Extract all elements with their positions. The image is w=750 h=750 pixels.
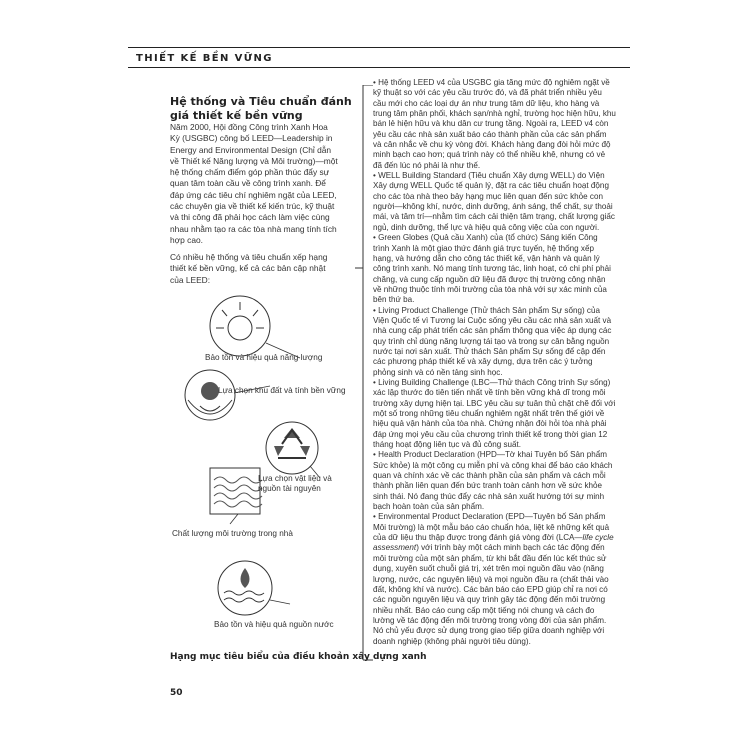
running-header: THIẾT KẾ BỀN VỮNG [136,53,273,64]
list-item: • Living Product Challenge (Thử thách Sản phẩm Sự sống) của Viện Quốc tế vì Tương lai Cuộc sống yêu cầu các nhà sản xuất và nhà cung cấp phát triển các sản phẩm thông qua việc áp dụng các quy trình chỉ dùng năng lượng tái tạo và trong sự cân bằng nguồn nước tại nơi sản xuất. Thử thách Sản phẩm Sự sống để cập đến các phương pháp thiết kế và xây dựng, dựa trên các ý tưởng phỏng sinh và có nền tảng sinh học. [373,305,612,377]
list-item-text: Green Globes (Quả cầu Xanh) của (tổ chức) Sáng kiến Công trình Xanh là một giao thức đánh giá trực tuyến, hệ thống xếp hạng, và hướng dẫn cho công tác thiết kế, vận hành và quản lý công trình xanh. Nó mang tính tương tác, linh hoạt, có chi phí phải chăng, và cung cấp nguồn dữ liệu đã được thị trường công nhận về những thuộc tính môi trường của tòa nhà với sự xác minh của bên thứ ba. [373,233,611,305]
water-icon [218,561,272,615]
intro-paragraph-2: Có nhiều hệ thống và tiêu chuẩn xếp hạng thiết kế bền vững, kể cả các bản cập nhật của LEED: [170,252,328,285]
list-item-text-tail: ) với trình bày một cách minh bạch các tác động đến môi trường của một sản phẩm, từ khi bắt đầu đến lúc kết thúc sử dụng, xuyên suốt chuỗi giá trị, xét trên mọi nguồn đầu vào (năng lượng, nước, các nguyên liệu) và mọi nguồn đầu ra (chất thải vào đất, không khí và nước). Các bản báo cáo EPD giúp chỉ ra nơi có các nguồn nguyên liệu và quy trình gây tác động đến môi trường nhiều nhất. Báo cáo cung cấp một tiếng nói chung và cách đo lường về tác động đến môi trường trong vòng đời của sản phẩm. Nó chủ yếu được sử dụng trong giao tiếp giữa doanh nghiệp với doanh nghiệp (không phải người tiêu dùng). [373,543,609,646]
list-item-text: WELL Building Standard (Tiêu chuẩn Xây dựng WELL) do Viện Xây dựng WELL Quốc tế quản lý, đặt ra các tiêu chuẩn hoạt động cho các tòa nhà theo bảy hạng mục liên quan đến sức khỏe con người—không khí, nước, dinh dưỡng, ánh sáng, thể chất, sự thoải mái, và tâm trí—nhằm tìm cách cải thiện tâm trạng, chất lượng giấc ngủ, dinh dưỡng, thể lực và hiệu quả công việc của con người. [373,171,615,232]
list-item-text: Health Product Declaration (HPD—Tờ khai Tuyên bố Sản phẩm Sức khỏe) là một công cụ miễn phí và công khai để báo cáo khách quan và chính xác về các thành phần của sản phẩm và cách mỗi thành phần liên quan đến bức tranh toàn cảnh hơn về sức khỏe sinh thái. Nó đang thúc đẩy các nhà sản xuất hướng tới sự minh bạch hoàn toàn của sản phẩm. [373,450,613,512]
list-item: • Environmental Product Declaration (EPD—Tuyên bố Sản phẩm Môi trường) là một mẫu báo cáo chuẩn hóa, liệt kê những kết quả của dữ liệu thu thập được trong đánh giá vòng đời (LCA—life cycle assessment) với trình bày một cách minh bạch các tác động đến môi trường của một sản phẩm, từ khi bắt đầu đến lúc kết thúc sử dụng, xuyên suốt chuỗi giá trị, xét trên mọi nguồn đầu vào (năng lượng, nước, các nguyên liệu) và mọi nguồn đầu ra (chất thải vào đất, không khí và nước). Các bản báo cáo EPD giúp chỉ ra nơi có các nguồn nguyên liệu và quy trình gây tác động đến môi trường nhiều nhất. Báo cáo cung cấp một tiếng nói chung và cách đo lường về tác động đến môi trường trong vòng đời của sản phẩm. Nó chủ yếu được sử dụng trong giao tiếp giữa doanh nghiệp với doanh nghiệp (không phải người tiêu dùng). [373,512,614,646]
list-item: • Living Building Challenge (LBC—Thử thách Công trình Sự sống) xác lập thước đo tiên tiến nhất về tính bền vững khả dĩ trong môi trường xây dựng hiện tại. LBC yêu cầu sự tuân thủ chặt chẽ đối với một số trong những tiêu chuẩn nghiêm ngặt nhất trên thế giới về hiệu quả vận hành của tòa nhà. Chứng nhận đòi hỏi tòa nhà phải đáp ứng mọi yêu cầu của chương trình thiết kế trong thời gian 12 tháng hoạt động liên tục và đủ công suất. [373,377,616,450]
header-bottom-rule [128,67,630,68]
rating-systems-list [373,78,616,647]
label-materials: Lựa chọn vật liệu và nguồn tài nguyên [258,474,332,493]
label-energy: Bảo tồn và hiệu quả năng lượng [205,353,323,362]
indoor-air-icon [210,468,262,514]
list-item-text: Hệ thống LEED v4 của USGBC gia tăng mức độ nghiêm ngặt về kỹ thuật so với các yêu cầu trước đó, và đã phát triển nhiều yêu cầu mới cho các loại dự án như trung tâm dữ liệu, kho hàng và trung tâm phân phối, khách sạn/nhà nghỉ, trường học hiện hữu, khu bán lẻ hiện hữu và khu dân cư trung tầng. Ngoài ra, LEED v4 còn yêu cầu các nhà sản xuất báo cáo thành phần của các sản phẩm và cân nhắc về chu kỳ vòng đời. Khách hàng đang đòi hỏi mức độ minh bạch cao hơn; quá trình này có thể nhiều khê, nhưng có vẻ đã đến lúc nó phải là như thế. [373,78,616,170]
sun-icon [210,296,270,356]
diagram-caption: Hạng mục tiêu biểu của điều khoản xây dựng xanh [170,652,427,662]
section-title: Hệ thống và Tiêu chuẩn đánh giá thiết kế bền vững [170,95,352,122]
page-number: 50 [170,688,183,698]
list-item: • WELL Building Standard (Tiêu chuẩn Xây dựng WELL) do Viện Xây dựng WELL Quốc tế quản lý, đặt ra các tiêu chuẩn hoạt động cho các tòa nhà theo bảy hạng mục liên quan đến sức khỏe con người—không khí, nước, dinh dưỡng, ánh sáng, thể chất, sự thoải mái, và tâm trí—nhằm tìm cách cải thiện tâm trạng, chất lượng giấc ngủ, dinh dưỡng, thể lực và hiệu quả công việc của con người. [373,171,615,232]
green-building-diagram [160,288,360,648]
list-item: • Health Product Declaration (HPD—Tờ khai Tuyên bố Sản phẩm Sức khỏe) là một công cụ miễn phí và công khai để báo cáo khách quan và chính xác về các thành phần của sản phẩm và cách mỗi thành phần liên quan đến bức tranh toàn cảnh hơn về sức khỏe sinh thái. Nó đang thúc đẩy các nhà sản xuất hướng tới sự minh bạch hoàn toàn của sản phẩm. [373,450,613,512]
list-item-text: Environmental Product Declaration (EPD—Tuyên bố Sản phẩm Môi trường) là một mẫu báo cáo chuẩn hóa, liệt kê những kết quả của dữ liệu thu thập được trong đánh giá vòng đời (LCA— [373,512,610,543]
intro-paragraph: Năm 2000, Hội đồng Công trình Xanh Hoa Kỳ (USGBC) công bố LEED—Leadership in Energy and Environmental Design (Chỉ dẫn về Thiết kế Năng lượng và Môi trường)—một hệ thống chấm điểm góp phần thúc đẩy sự quan tâm toàn cầu về công trình xanh. Để đáp ứng các tiêu chí nghiêm ngặt của LEED, các chuyên gia về thiết kế kiến trúc, kỹ thuật và thi công đã phải học cách làm việc cùng nhau nhằm tạo ra các tòa nhà mang tính tích hợp cao. [170,122,338,245]
list-item-text: Living Building Challenge (LBC—Thử thách Công trình Sự sống) xác lập thước đo tiên tiến nhất về tính bền vững khả dĩ trong môi trường xây dựng hiện tại. LBC yêu cầu sự tuân thủ chặt chẽ đối với một số trong những tiêu chuẩn nghiêm ngặt nhất trên thế giới về hiệu quả vận hành của tòa nhà. Chứng nhận đòi hỏi tòa nhà phải đáp ứng mọi yêu cầu của chương trình thiết kế trong thời gian 12 tháng hoạt động liên tục và đủ công suất. [373,377,616,450]
header-top-rule [128,47,630,48]
list-item-text: Living Product Challenge (Thử thách Sản phẩm Sự sống) của Viện Quốc tế vì Tương lai Cuộc sống yêu cầu các nhà sản xuất và nhà cung cấp phát triển các sản phẩm thông qua việc áp dụng các quy trình chỉ dùng năng lượng tái tạo và trong sự cân bằng nguồn nước tại nơi sản xuất. Thử thách Sản phẩm Sự sống để cập đến các phương pháp thiết kế và xây dựng, dựa trên các ý tưởng phỏng sinh và có nền tảng sinh học. [373,305,612,377]
list-item-emphasis: life cycle assessment [373,533,614,553]
list-item: • Hệ thống LEED v4 của USGBC gia tăng mức độ nghiêm ngặt về kỹ thuật so với các yêu cầu trước đó, và đã phát triển nhiều yêu cầu mới cho các loại dự án như trung tâm dữ liệu, kho hàng và trung tâm phân phối, khách sạn/nhà nghỉ, trường học hiện hữu, khu bán lẻ hiện hữu và khu dân cư trung tầng. Ngoài ra, LEED v4 còn yêu cầu các nhà sản xuất báo cáo thành phần của các sản phẩm và cân nhắc về chu kỳ vòng đời. Khách hàng đang đòi hỏi mức độ minh bạch cao hơn; quá trình này có thể nhiều khê, nhưng có vẻ đã đến lúc nó phải là như thế. [373,78,616,170]
label-water: Bảo tồn và hiệu quả nguồn nước [214,620,334,629]
list-item: • Green Globes (Quả cầu Xanh) của (tổ chức) Sáng kiến Công trình Xanh là một giao thức đánh giá trực tuyến, hệ thống xếp hạng, và hướng dẫn cho công tác thiết kế, vận hành và quản lý công trình xanh. Nó mang tính tương tác, linh hoạt, có chi phí phải chăng, và cung cấp nguồn dữ liệu đã được thị trường công nhận về những thuộc tính môi trường của tòa nhà với sự xác minh của bên thứ ba. [373,233,611,305]
label-indoor-quality: Chất lượng môi trường trong nhà [172,529,293,538]
label-site: Lựa chọn khu đất và tính bền vững [218,386,346,395]
